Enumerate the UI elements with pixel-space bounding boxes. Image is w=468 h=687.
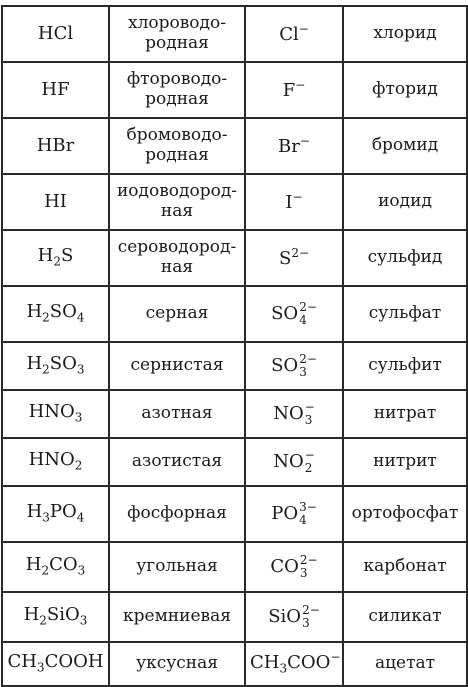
table-row	[2, 6, 467, 62]
acid-name-cell	[109, 542, 245, 592]
formula-subscript: 2	[41, 563, 50, 578]
salt-name-cell: карбонат	[343, 542, 467, 592]
ion-charge: −	[292, 189, 303, 204]
ion-subscript: 3	[299, 365, 307, 379]
ion-charge: −	[304, 400, 315, 415]
ion-charge: −	[295, 77, 306, 92]
acid-formula-cell	[2, 542, 109, 592]
acid-name-cell	[109, 230, 245, 286]
formula-subscript: 3	[279, 661, 288, 676]
acid-name-line: кремниевая	[123, 606, 231, 627]
formula-subscript: 2	[53, 254, 61, 269]
formula-text: H	[25, 554, 42, 576]
ion-charge-stack	[302, 605, 320, 629]
acid-name-line: серная	[145, 303, 209, 324]
acid-name-line: сероводород-	[117, 237, 237, 258]
table-row	[2, 642, 467, 686]
formula-subscript: 4	[76, 310, 85, 325]
formula-text: HNO	[28, 401, 75, 423]
acid-formula-cell	[2, 438, 109, 486]
ion-charge: −	[299, 133, 310, 148]
salt-name-cell: сульфит	[343, 342, 467, 390]
formula-text: COO	[287, 652, 331, 674]
acid-formula-cell	[2, 592, 109, 642]
acid-name-cell	[109, 6, 245, 62]
formula-text: SO	[271, 303, 299, 324]
table-row	[2, 286, 467, 342]
acid-name-line: родная	[145, 145, 209, 165]
acid-formula-cell	[2, 286, 109, 342]
acid-formula-cell	[2, 642, 109, 686]
salt-name-cell: сульфат	[343, 286, 467, 342]
anion-cell	[245, 230, 343, 286]
formula-text: NO	[273, 403, 304, 424]
acid-formula-cell	[2, 6, 109, 62]
formula-text: SO	[271, 355, 299, 376]
formula-text: Br	[278, 135, 300, 157]
anion-cell	[245, 486, 343, 542]
acid-name-line: ная	[160, 201, 194, 221]
salt-name-cell: силикат	[343, 592, 467, 642]
formula-text: F	[282, 79, 296, 101]
ion-charge-stack	[305, 402, 315, 426]
acid-name-line: родная	[145, 89, 209, 109]
anion-cell	[245, 118, 343, 174]
anion-cell	[245, 592, 343, 642]
acid-formula-cell	[2, 62, 109, 118]
formula-text: CH	[7, 651, 37, 673]
ion-subscript: 3	[302, 616, 310, 630]
ion-charge: 2−	[291, 245, 310, 260]
ion-charge-stack	[299, 502, 317, 526]
salt-name-cell: иодид	[343, 174, 467, 230]
formula-text: NO	[273, 451, 304, 472]
acid-name-line: фтороводо-	[126, 69, 228, 90]
acid-formula-cell	[2, 230, 109, 286]
formula-text: PO	[49, 501, 77, 523]
table-row	[2, 592, 467, 642]
acid-name-line: фосфорная	[127, 503, 227, 524]
formula-text: Cl	[279, 23, 299, 45]
table-row	[2, 118, 467, 174]
formula-text: HNO	[28, 449, 75, 471]
acid-name-cell	[109, 642, 245, 686]
anion-cell	[245, 542, 343, 592]
formula-subscript: 2	[39, 613, 47, 628]
acid-name-line: азотная	[141, 403, 213, 424]
table-row	[2, 62, 467, 118]
formula-subscript: 2	[42, 362, 50, 377]
ion-charge: 2−	[299, 352, 317, 367]
formula-text: I	[285, 191, 293, 213]
salt-name-cell: бромид	[343, 118, 467, 174]
ion-charge: 3−	[299, 500, 317, 515]
acid-name-cell	[109, 486, 245, 542]
table-row	[2, 438, 467, 486]
ion-charge: 2−	[302, 603, 320, 618]
acid-name-line: ная	[160, 257, 194, 277]
formula-text: S	[278, 247, 292, 269]
acid-formula-cell	[2, 174, 109, 230]
anion-cell	[245, 62, 343, 118]
acid-name-cell	[109, 592, 245, 642]
ion-subscript: 4	[299, 313, 307, 327]
formula-subscript: 4	[76, 510, 85, 525]
ion-charge-stack	[299, 354, 317, 378]
salt-name-cell: хлорид	[343, 6, 467, 62]
formula-text: PO	[271, 503, 299, 524]
salt-name-cell: нитрат	[343, 390, 467, 438]
formula-subscript: 2	[42, 310, 50, 325]
table-row	[2, 230, 467, 286]
ion-subscript: 3	[304, 413, 313, 427]
table-row	[2, 390, 467, 438]
ion-charge: −	[304, 448, 315, 463]
acid-formula-cell	[2, 118, 109, 174]
formula-text: CH	[250, 652, 280, 674]
ion-charge: −	[330, 650, 341, 665]
formula-text: H	[37, 245, 54, 267]
formula-subscript: 3	[76, 362, 85, 377]
anion-cell	[245, 342, 343, 390]
anion-cell	[245, 642, 343, 686]
formula-text: HCl	[37, 22, 74, 44]
acid-name-cell	[109, 390, 245, 438]
formula-text: SiO	[268, 606, 302, 627]
formula-subscript: 3	[77, 563, 86, 578]
ion-charge: −	[298, 21, 309, 36]
acids-table-body	[2, 6, 467, 686]
formula-subscript: 3	[74, 410, 83, 425]
acid-name-cell	[109, 62, 245, 118]
salt-name-cell: нитрит	[343, 438, 467, 486]
salt-name-cell: сульфид	[343, 230, 467, 286]
formula-subscript: 3	[42, 510, 50, 525]
acid-formula-cell	[2, 342, 109, 390]
formula-subscript: 3	[79, 613, 88, 628]
ion-subscript: 4	[299, 513, 307, 527]
ion-charge: 2−	[299, 553, 318, 568]
acid-formula-cell	[2, 486, 109, 542]
acid-name-cell	[109, 438, 245, 486]
acid-formula-cell	[2, 390, 109, 438]
table-row	[2, 174, 467, 230]
anion-cell	[245, 438, 343, 486]
acid-name-line: азотистая	[131, 451, 223, 472]
ion-charge-stack	[305, 450, 315, 474]
acid-name-line: иодоводород-	[116, 181, 238, 202]
acid-name-line: родная	[145, 33, 209, 53]
formula-text: H	[26, 501, 43, 523]
formula-text: CO	[49, 554, 78, 576]
table-row	[2, 486, 467, 542]
ion-charge-stack	[299, 302, 317, 326]
formula-text: HI	[44, 190, 67, 212]
anion-cell	[245, 390, 343, 438]
acid-name-line: угольная	[136, 556, 218, 577]
anion-cell	[245, 6, 343, 62]
acids-table	[1, 5, 468, 687]
formula-text: COOH	[44, 651, 104, 673]
salt-name-cell: фторид	[343, 62, 467, 118]
formula-text: S	[61, 245, 74, 267]
acid-name-line: сернистая	[130, 355, 224, 376]
table-row	[2, 342, 467, 390]
ion-charge-stack	[300, 555, 318, 579]
anion-cell	[245, 174, 343, 230]
ion-subscript: 3	[299, 566, 308, 580]
formula-text: CO	[270, 556, 299, 577]
acid-name-line: уксусная	[136, 653, 218, 674]
acid-name-cell	[109, 286, 245, 342]
acid-name-line: бромоводо-	[126, 125, 228, 146]
formula-text: SO	[49, 353, 77, 375]
formula-text: H	[26, 353, 43, 375]
acid-name-cell	[109, 174, 245, 230]
acid-name-cell	[109, 118, 245, 174]
formula-subscript: 3	[36, 660, 45, 675]
formula-subscript: 2	[74, 458, 83, 473]
formula-text: HBr	[36, 134, 75, 156]
salt-name-cell: ацетат	[343, 642, 467, 686]
salt-name-cell: ортофосфат	[343, 486, 467, 542]
ion-subscript: 2	[304, 461, 313, 475]
anion-cell	[245, 286, 343, 342]
formula-text: SO	[49, 301, 77, 323]
ion-charge: 2−	[299, 300, 317, 315]
table-row	[2, 542, 467, 592]
formula-text: SiO	[46, 604, 80, 626]
formula-text: H	[26, 301, 43, 323]
formula-text: HF	[41, 78, 70, 100]
acid-name-line: хлороводо-	[128, 13, 226, 34]
formula-text: H	[23, 604, 40, 626]
acid-name-cell	[109, 342, 245, 390]
